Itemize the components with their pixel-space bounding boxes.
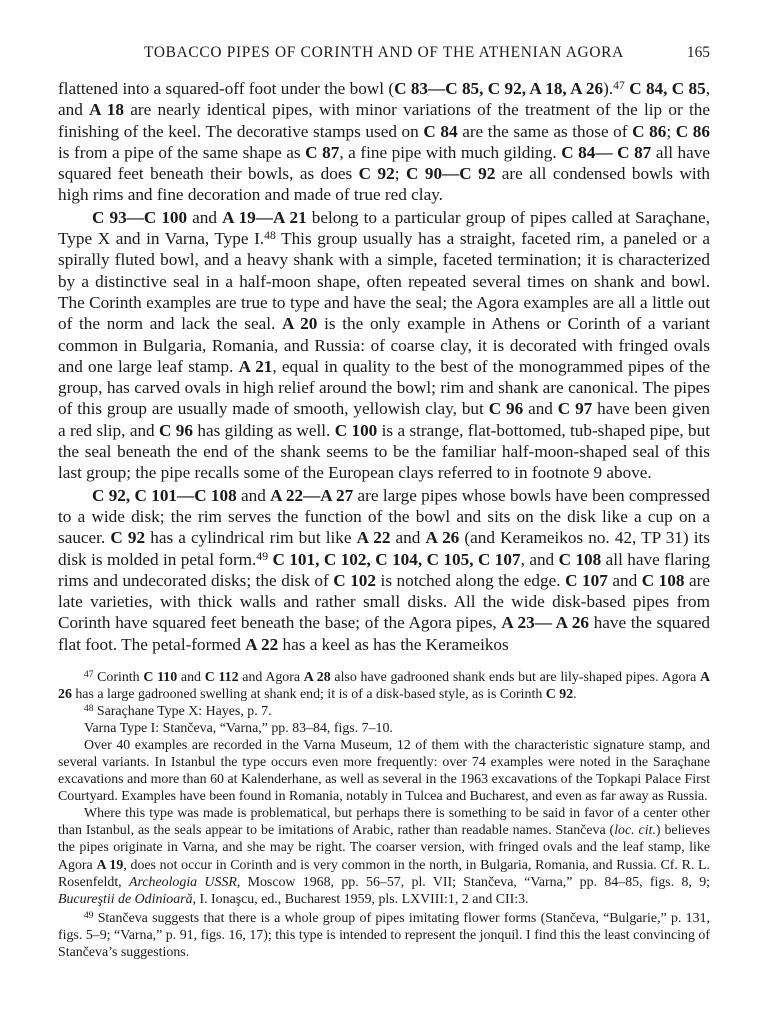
catalog-ref: C 83—C 85, C 92, A 18, A 26 bbox=[394, 79, 604, 98]
text-run: Where this type was made is problematical, but perhaps there is something to be said in favor of a center other than Istanbul, as the seals appear to be imitations of Arabic, rather than readable names. Stančeva ( bbox=[58, 806, 710, 839]
catalog-ref: C 87 bbox=[305, 142, 340, 162]
text-run: , I. Ionaşcu, ed., Bucharest 1959, pls. LXVIII:1, 2 and CII:3. bbox=[192, 891, 529, 907]
catalog-ref: C 108 bbox=[558, 549, 602, 569]
catalog-ref: C 108 bbox=[641, 570, 685, 590]
footnote-marker: 49 bbox=[256, 549, 269, 563]
catalog-ref: C 86 bbox=[675, 121, 710, 141]
text-run: are late varieties, with thick walls and rather small disks. All the wide disk-based pipes from Corinth have squared feet beneath the base; of the Agora pipes, bbox=[58, 570, 710, 633]
text-run: belong to a particular group of pipes called at Saraçhane, Type X and in Varna, Type I. bbox=[58, 207, 710, 249]
text-run: ) believes the pipes originate in Varna, and she may be right. The coarser version, with fringed ovals and the leaf stamp, like Agora bbox=[58, 823, 710, 873]
text-run: are large pipes whose bowls have been compressed to a wide disk; the rim serves the function of the bowl and sits on the disk like a cup on a saucer. bbox=[58, 485, 710, 548]
catalog-ref: A 26 bbox=[425, 528, 460, 548]
text-run: have been given a red slip, and bbox=[58, 399, 711, 440]
text-run: , Moscow 1968, pp. 56–57, pl. VII; Stančeva, “Varna,” pp. 84–85, figs. 8, 9; bbox=[236, 874, 710, 890]
catalog-ref: A 22—A 27 bbox=[270, 485, 354, 505]
catalog-ref: C 92 bbox=[358, 164, 395, 184]
text-run: , a fine pipe with much gilding. bbox=[339, 142, 562, 162]
running-head: TOBACCO PIPES OF CORINTH AND OF THE ATHENIAN AGORA bbox=[144, 44, 624, 61]
text-run: is from a pipe of the same shape as bbox=[58, 142, 306, 162]
text-run: (and Kerameikos no. 42, TP 31) its disk is molded in petal form. bbox=[58, 528, 710, 569]
catalog-ref: A 18 bbox=[89, 100, 124, 120]
text-run: has a cylindrical rim but like bbox=[145, 528, 357, 548]
text-run: , and bbox=[58, 79, 711, 120]
footnote-48 bbox=[58, 703, 710, 720]
footnote-48-examples bbox=[58, 737, 710, 805]
catalog-ref: C 112 bbox=[204, 670, 239, 685]
text-run: are the same as those of bbox=[457, 121, 633, 141]
text-run: all have flaring rims and undecorated disks; the disk of bbox=[58, 549, 710, 590]
text-run: and bbox=[187, 207, 223, 227]
text-run: ; bbox=[666, 121, 676, 141]
footnotes bbox=[58, 669, 710, 961]
footnote-49 bbox=[58, 910, 710, 961]
text-run: are nearly identical pipes, with minor variations of the treatment of the lip or the finishing of the keel. The decorative stamps used on bbox=[58, 100, 710, 141]
catalog-ref: C 97 bbox=[557, 399, 593, 419]
catalog-ref: A 22 bbox=[356, 528, 391, 548]
footnote-marker: 47 bbox=[84, 670, 94, 681]
paragraph bbox=[58, 485, 710, 655]
catalog-ref: C 92 bbox=[545, 687, 574, 703]
text-run: and bbox=[607, 570, 642, 590]
footnote-47 bbox=[58, 669, 710, 703]
catalog-ref: C 107 bbox=[565, 570, 608, 590]
italic-text: Bucureştii de Odinioară bbox=[58, 891, 193, 907]
catalog-ref: C 96 bbox=[488, 399, 524, 419]
text-run: Saraçhane Type X: Hayes, p. 7. bbox=[93, 704, 272, 720]
catalog-ref: A 22 bbox=[245, 634, 279, 654]
text-run: and bbox=[236, 485, 271, 505]
catalog-ref: A 21 bbox=[238, 356, 273, 376]
catalog-ref: C 101, C 102, C 104, C 105, C 107 bbox=[272, 549, 521, 569]
text-run: Stančeva suggests that there is a whole group of pipes imitating flower forms (Stančeva, “Bulgarie,” p. 131, figs. 5–9; “Varna,” p. 91, figs. 16, 17); this type is intended to represent the jonquil. I find this the least convincing of Stančeva’s suggestions. bbox=[58, 910, 710, 960]
text-run: all have squared feet beneath their bowls, as does bbox=[58, 142, 710, 184]
catalog-ref: C 92 bbox=[110, 528, 146, 548]
text-run: , and bbox=[520, 549, 559, 569]
catalog-ref: C 84 bbox=[423, 121, 458, 141]
catalog-ref: A 28 bbox=[303, 670, 331, 685]
text-run: are all condensed bowls with high rims and fine decoration and made of true red clay. bbox=[58, 164, 710, 205]
text-run: is the only example in Athens or Corinth of a variant common in Bulgaria, Romania, and Russia: of coarse clay, it is decorated with fringed ovals and one large leaf stamp. bbox=[58, 314, 710, 376]
footnote-marker: 48 bbox=[84, 704, 94, 715]
catalog-ref: C 110 bbox=[143, 670, 178, 685]
text-run: and Agora bbox=[238, 670, 304, 685]
text-run: Over 40 examples are recorded in the Varna Museum, 12 of them with the characteristic signature stamp, and several variants. In Istanbul the type occurs even more frequently: over 74 examples were noted in the Saraçhane excavations and more than 60 at Kalenderhane, as well as several in the 1963 excavations of the Topkapi Palace First Courtyard. Examples have been found in Romania, notably in Tulcea and Bucharest, and even as far away as Russia. bbox=[58, 738, 710, 805]
text-run: and bbox=[177, 670, 205, 685]
catalog-ref: C 92, C 101—C 108 bbox=[92, 485, 237, 505]
footnote-48-varna bbox=[58, 720, 710, 737]
catalog-ref: A 23— A 26 bbox=[501, 613, 590, 633]
text-run: ). bbox=[603, 79, 614, 98]
text-run: flattened into a squared-off foot under the bowl ( bbox=[58, 79, 395, 98]
footnote-marker: 49 bbox=[84, 910, 94, 921]
catalog-ref: A 20 bbox=[282, 314, 318, 334]
text-run: Corinth bbox=[93, 670, 144, 685]
catalog-ref: C 100 bbox=[334, 420, 378, 440]
text-run: has gilding as well. bbox=[193, 420, 335, 440]
text-run: and bbox=[390, 528, 426, 548]
catalog-ref: C 96 bbox=[159, 420, 193, 440]
text-run: has a keel as has the Kerameikos bbox=[278, 634, 509, 654]
page-number: 165 bbox=[686, 44, 710, 61]
text-run: . bbox=[573, 687, 577, 703]
catalog-ref: C 86 bbox=[632, 121, 667, 141]
footnote-marker: 47 bbox=[613, 79, 625, 93]
text-run: ; bbox=[394, 164, 406, 184]
text-run: has a large gadrooned swelling at shank end; it is of a disk-based style, as is Corinth bbox=[71, 687, 546, 703]
italic-text: loc. cit. bbox=[614, 823, 656, 839]
catalog-ref: C 84, C 85 bbox=[629, 79, 706, 98]
text-run: , equal in quality to the best of the monogrammed pipes of the group, has carved ovals in high relief around the bowl; rim and shank are canonical. The pipes of this group are usually made of smooth, yellowish clay, but bbox=[58, 356, 710, 419]
footnote-marker: 48 bbox=[264, 229, 276, 243]
page-header bbox=[58, 44, 710, 64]
text-run: is notched along the edge. bbox=[376, 570, 566, 590]
text-run: have the squared flat foot. The petal-formed bbox=[58, 613, 710, 654]
paragraph bbox=[58, 78, 710, 206]
catalog-ref: C 90—C 92 bbox=[405, 164, 496, 184]
text-run: , does not occur in Corinth and is very common in the north, in Bulgaria, Romania, and Russia. Cf. R. L. Rosenfeldt, bbox=[58, 857, 710, 890]
paragraph bbox=[58, 207, 710, 484]
catalog-ref: C 102 bbox=[333, 570, 376, 590]
body-text bbox=[58, 78, 710, 655]
text-run: Varna Type I: Stančeva, “Varna,” pp. 83–84, figs. 7–10. bbox=[84, 721, 393, 737]
text-run: is a strange, flat-bottomed, tub-shaped pipe, but the seal beneath the end of the shank seems to be the familiar half-moon-shaped seal of this last group; the pipe recalls some of the European clays referred to in footnote 9 above. bbox=[58, 420, 710, 483]
catalog-ref: C 93—C 100 bbox=[92, 207, 188, 227]
italic-text: Archeologia USSR bbox=[128, 874, 237, 890]
text-run: also have gadrooned shank ends but are lily-shaped pipes. Agora bbox=[330, 670, 700, 685]
catalog-ref: A 19 bbox=[96, 857, 124, 873]
catalog-ref: A 26 bbox=[58, 670, 711, 703]
text-run: and bbox=[523, 399, 558, 419]
text-run: This group usually has a straight, faceted rim, a paneled or a spirally fluted bowl, and a heavy shank with a simple, faceted termination; it is characterized by a distinctive seal in a half-moon shape, often repeated several times on shank and bowl. The Corinth examples are true to type and have the seal; the Agora examples are all a little out of the norm and lack the seal. bbox=[58, 229, 710, 334]
catalog-ref: C 84— C 87 bbox=[561, 142, 652, 162]
footnote-48-origin bbox=[58, 805, 710, 907]
catalog-ref: A 19—A 21 bbox=[222, 207, 307, 227]
